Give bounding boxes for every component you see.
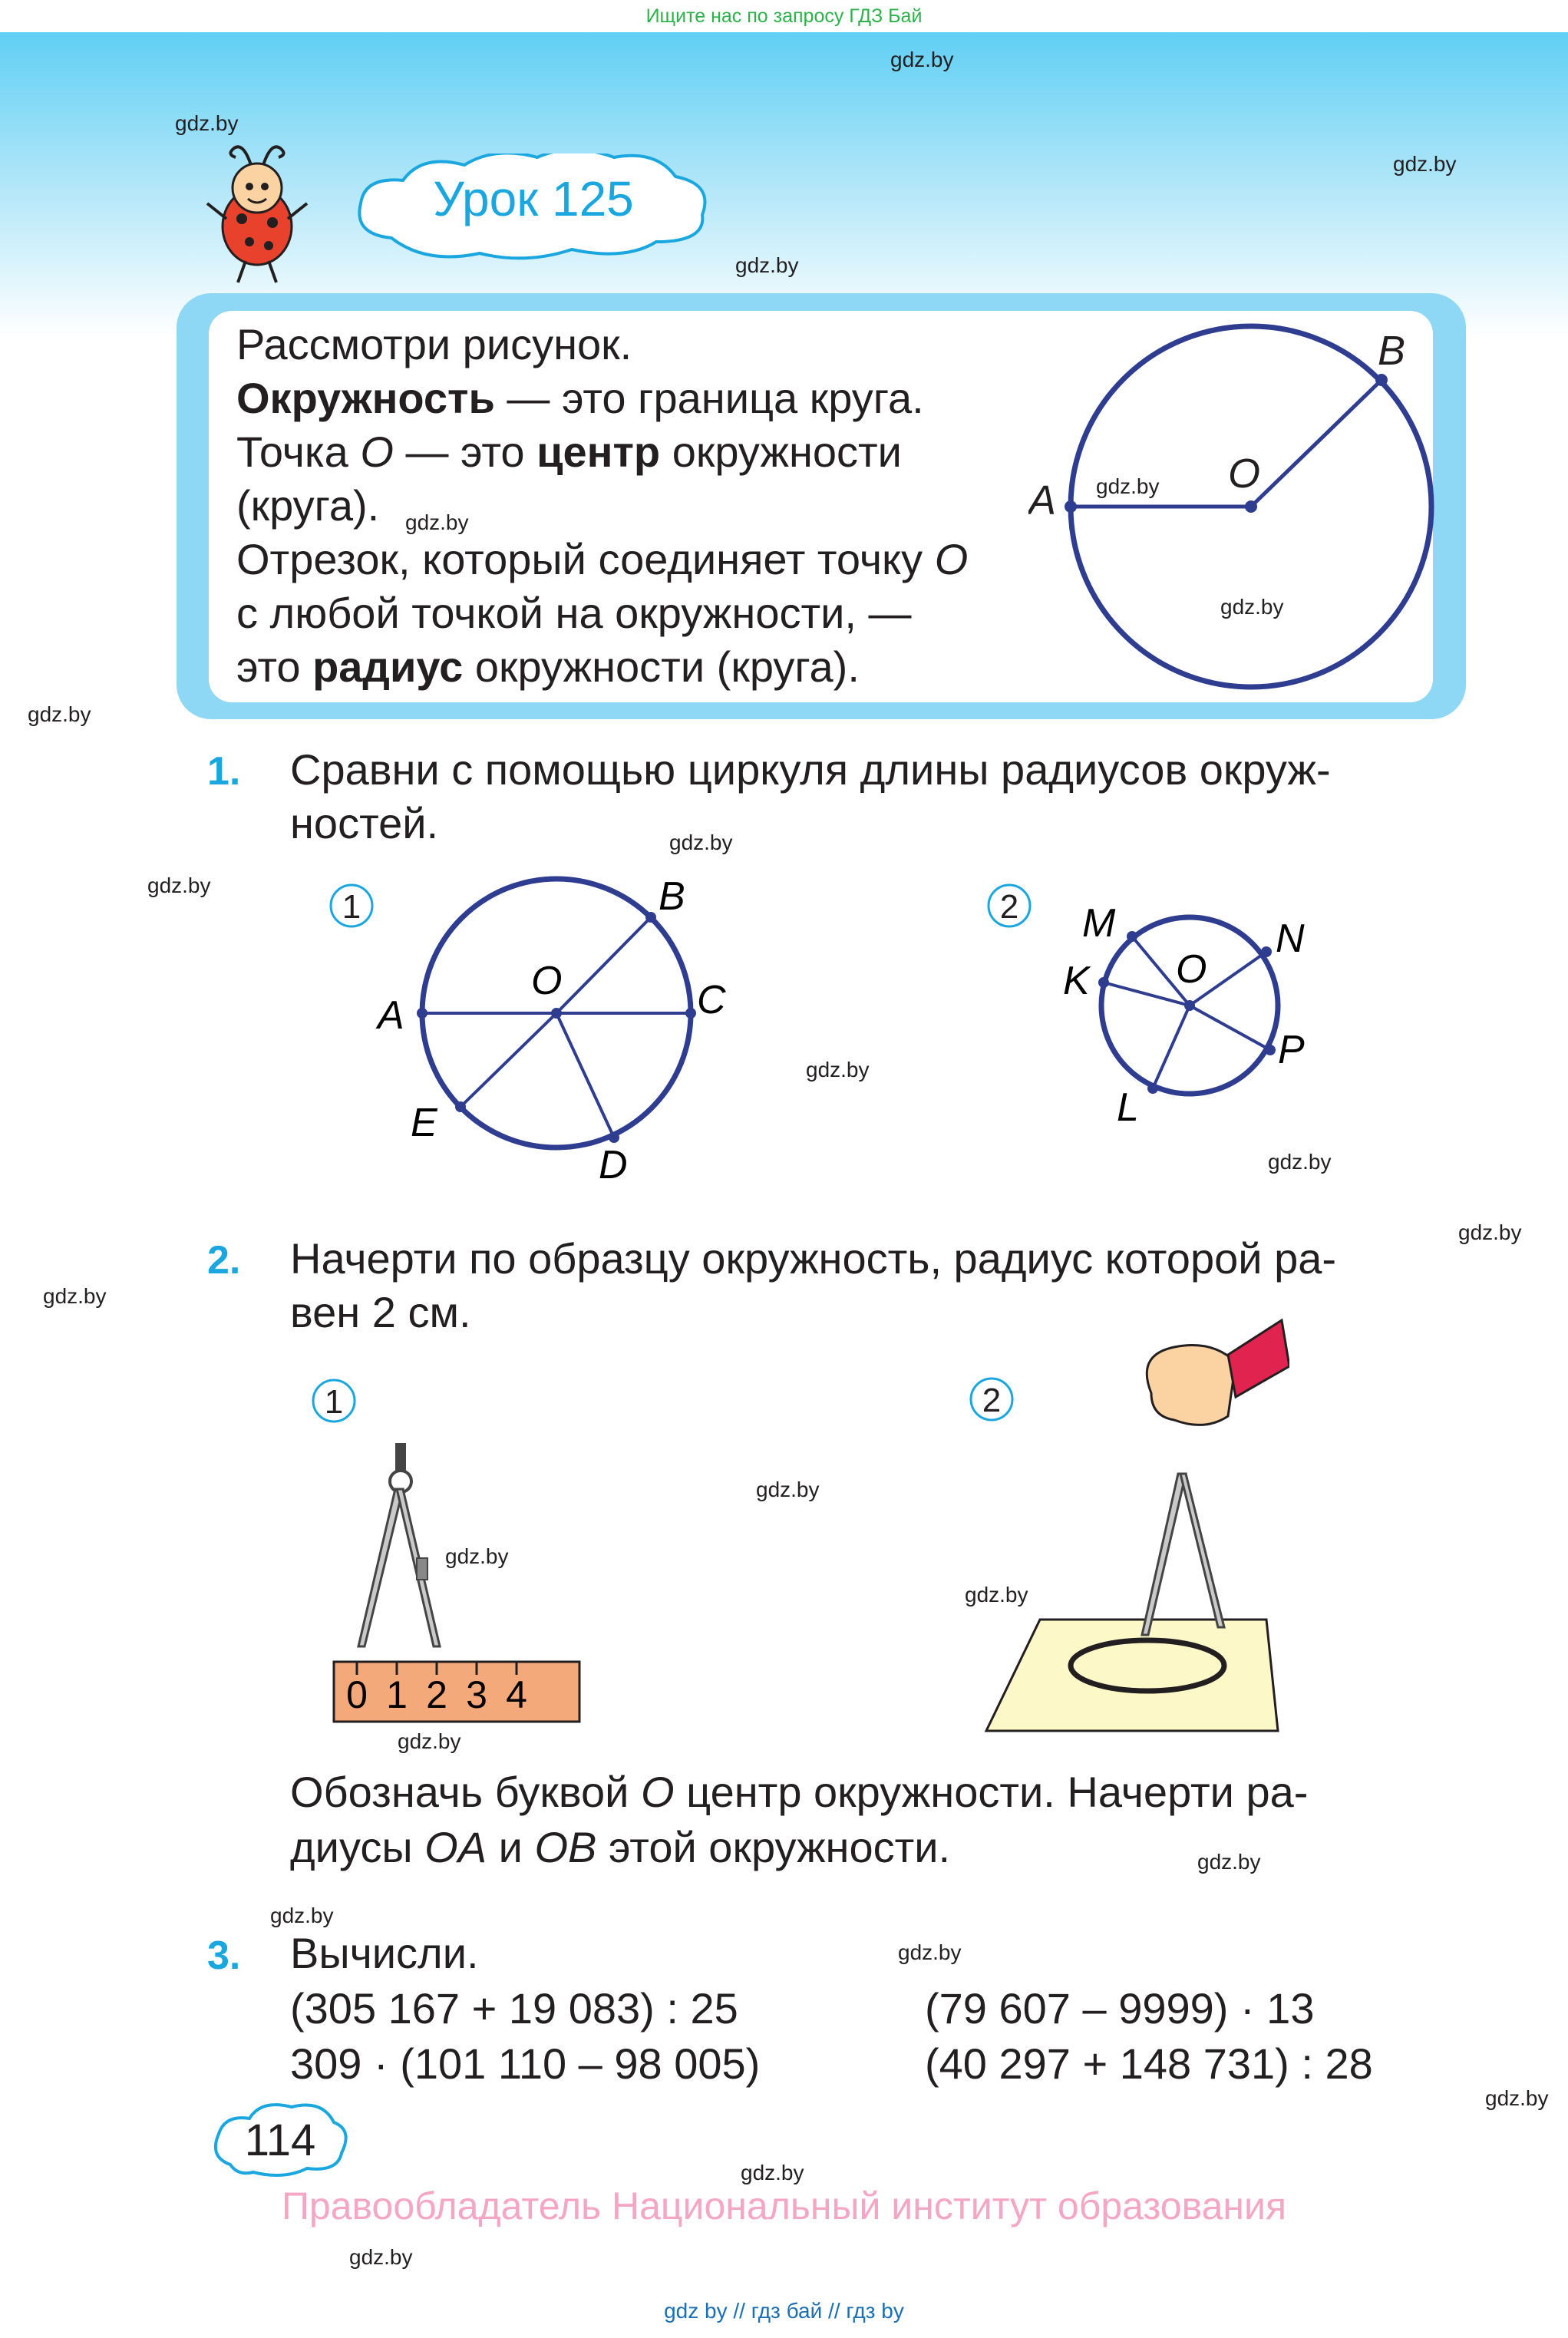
watermark: gdz.by	[898, 1940, 962, 1964]
task2-after-line1: Обозначь буквой O центр окружности. Начерти ра-	[290, 1768, 1309, 1816]
ruler-4: 4	[506, 1673, 527, 1716]
footer-link-3[interactable]: гдз by	[846, 2299, 904, 2323]
task1-number: 1.	[207, 749, 241, 794]
footer-sep: //	[733, 2299, 745, 2323]
task1-line2: ностей.	[290, 799, 439, 847]
watermark: gdz.by	[735, 253, 799, 277]
footer-sep: //	[828, 2299, 840, 2323]
label-o: O	[1228, 451, 1261, 497]
info-circle-figure	[1028, 315, 1458, 698]
footer-link-1[interactable]: gdz by	[664, 2299, 728, 2323]
fig2-label-p: P	[1278, 1028, 1305, 1072]
top-banner[interactable]: Ищите нас по запросу ГДЗ Бай	[0, 0, 1568, 32]
info-line-5: Отрезок, который соединяет точку O	[236, 535, 969, 583]
fig1-label-e: E	[411, 1101, 437, 1145]
task2-badge-2: 2	[982, 1382, 1002, 1419]
fig1-label-c: C	[697, 978, 726, 1022]
fig1-badge: 1	[342, 888, 361, 926]
task1-figure-1	[307, 867, 767, 1205]
task3-title: Вычисли.	[290, 1929, 479, 1977]
label-b: B	[1378, 328, 1406, 374]
task3-number: 3.	[207, 1933, 241, 1978]
radius-ob	[1251, 380, 1381, 507]
expr-1: (305 167 + 19 083) : 25	[290, 1984, 738, 2033]
info-line-4: (круга).	[236, 481, 380, 530]
watermark: gdz.by	[806, 1058, 870, 1081]
watermark: gdz.by	[1268, 1150, 1332, 1174]
ladybug-icon	[196, 134, 311, 288]
watermark: gdz.by	[1485, 2086, 1549, 2110]
ruler-1: 1	[386, 1673, 408, 1716]
fig1-label-d: D	[599, 1143, 628, 1187]
watermark: gdz.by	[669, 831, 733, 854]
paper-sheet	[986, 1620, 1278, 1731]
watermark: gdz.by	[890, 48, 954, 71]
watermark: gdz.by	[1220, 595, 1284, 619]
task1-figure-2	[975, 867, 1343, 1128]
task2-figure-2	[967, 1313, 1289, 1742]
fig2-label-l: L	[1117, 1085, 1139, 1128]
label-a: A	[1028, 477, 1057, 523]
info-line-3: Точка O — это центр окружности	[236, 428, 902, 476]
ruler-2: 2	[426, 1673, 447, 1716]
task2-number: 2.	[207, 1238, 241, 1283]
watermark: gdz.by	[1393, 152, 1457, 176]
watermark: gdz.by	[756, 1478, 820, 1501]
copyright: Правообладатель Национальный институт образования	[281, 2184, 1287, 2227]
footer-link-2[interactable]: гдз бай	[751, 2299, 823, 2323]
watermark: gdz.by	[175, 111, 239, 135]
ruler-3: 3	[466, 1673, 487, 1716]
fig2-label-o: O	[1176, 947, 1207, 992]
task2-badge-1: 1	[324, 1383, 344, 1421]
watermark: gdz.by	[43, 1284, 107, 1308]
watermark: gdz.by	[445, 1544, 509, 1568]
watermark: gdz.by	[1197, 1850, 1261, 1874]
expr-4: (40 297 + 148 731) : 28	[925, 2039, 1373, 2088]
ruler	[334, 1662, 579, 1722]
fig1-label-a: A	[378, 993, 404, 1038]
fig2-label-m: M	[1082, 901, 1116, 946]
lesson-title: Урок 125	[433, 171, 634, 226]
watermark: gdz.by	[405, 510, 469, 534]
footer-links	[0, 2299, 1568, 2323]
hand-icon	[1147, 1346, 1236, 1425]
fig2-label-k: K	[1063, 959, 1090, 1003]
info-line-6: с любой точкой на окружности, —	[236, 589, 912, 637]
task2-line2: вен 2 см.	[290, 1288, 471, 1336]
fig2-label-n: N	[1276, 916, 1305, 961]
page-number: 114	[244, 2115, 316, 2165]
task2-line1: Начерти по образцу окружность, радиус которой ра-	[290, 1234, 1337, 1283]
fig2-badge: 2	[999, 888, 1019, 926]
task1-line1: Сравни с помощью циркуля длины радиусов окруж-	[290, 745, 1331, 794]
fig1-label-b: B	[659, 874, 685, 919]
watermark: gdz.by	[349, 2245, 413, 2269]
watermark: gdz.by	[398, 1729, 461, 1753]
watermark: gdz.by	[1458, 1220, 1522, 1244]
expr-3: 309 · (101 110 – 98 005)	[290, 2039, 761, 2088]
info-line-7: это радиус окружности (круга).	[236, 642, 860, 691]
info-line-1: Рассмотри рисунок.	[236, 320, 632, 368]
watermark: gdz.by	[741, 2161, 804, 2184]
ruler-0: 0	[346, 1673, 368, 1716]
watermark: gdz.by	[1096, 474, 1160, 498]
watermark: gdz.by	[270, 1904, 334, 1927]
watermark: gdz.by	[28, 702, 91, 726]
task2-after-line2: диусы OA и OB этой окружности.	[290, 1823, 951, 1871]
watermark: gdz.by	[965, 1583, 1028, 1607]
fig1-label-o: O	[531, 959, 563, 1003]
watermark: gdz.by	[147, 873, 211, 897]
info-line-2: Окружность — это граница круга.	[236, 374, 924, 422]
expr-2: (79 607 – 9999) · 13	[925, 1984, 1315, 2033]
